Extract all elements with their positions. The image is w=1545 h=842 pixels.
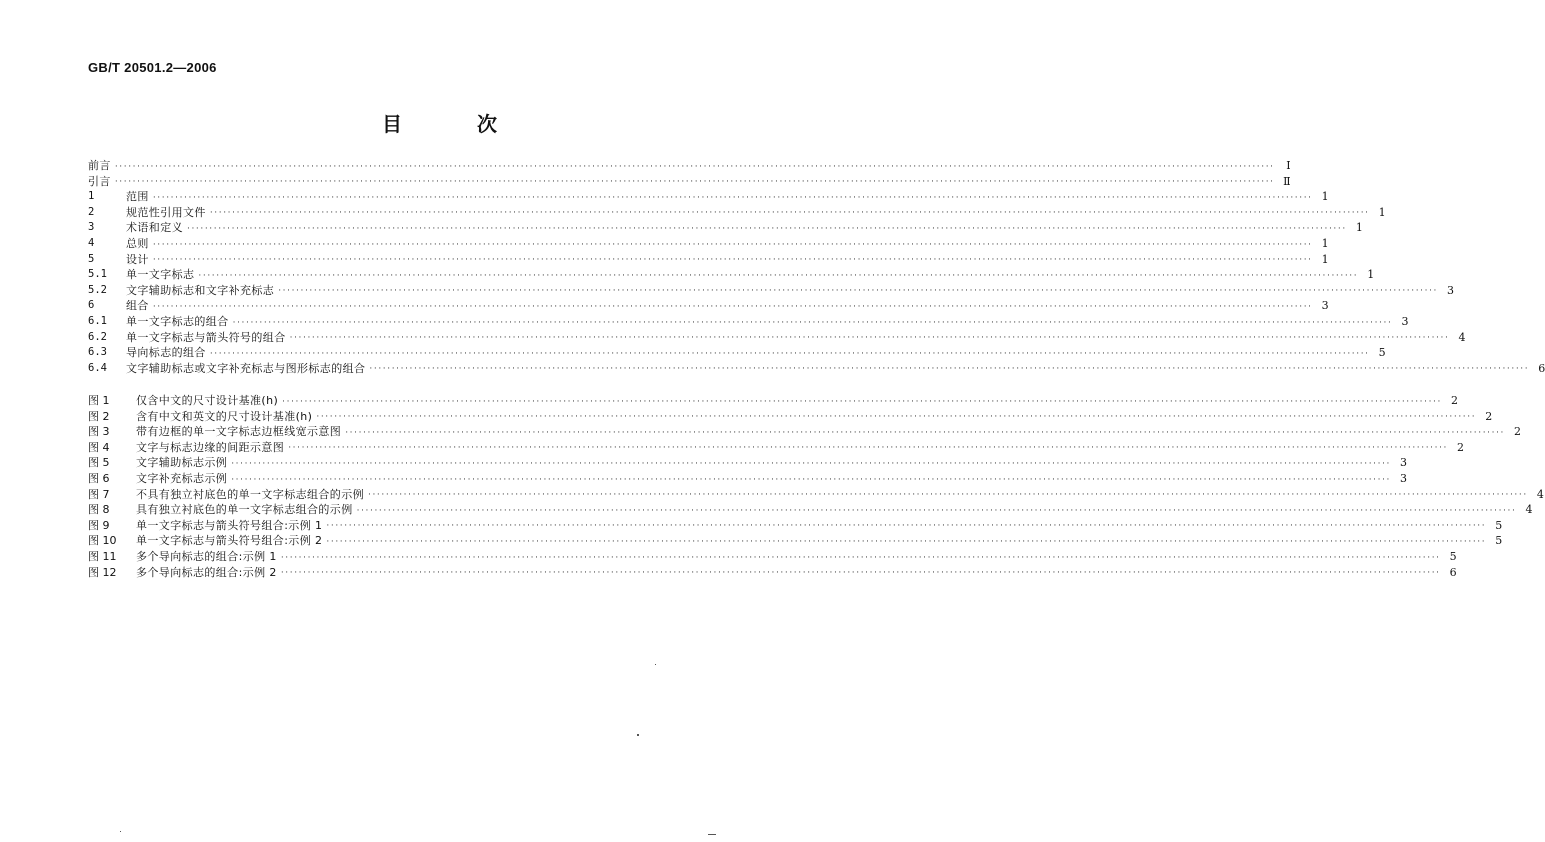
toc-entry-page: 1 (1367, 268, 1375, 282)
toc-entry-title: 单一文字标志的组合 (126, 314, 229, 328)
toc-entry (88, 440, 1465, 456)
toc-entry (88, 487, 1544, 503)
toc-entry-title: 文字辅助标志或文字补充标志与图形标志的组合 (126, 361, 366, 375)
toc-entry-title: 前言 (88, 159, 111, 172)
toc-entry (88, 393, 1458, 409)
toc-entry (88, 330, 1466, 346)
toc-entry-page: 4 (1458, 330, 1466, 344)
toc-entry (88, 409, 1493, 425)
toc-entry-title: 文字与标志边缘的间距示意图 (136, 440, 285, 454)
dot-leader: ···································································································································································································································································· (152, 192, 1313, 203)
toc-entry (88, 455, 1408, 471)
toc-entry-number: 图 6 (88, 471, 110, 485)
dot-leader: ···································································································································································································································································· (114, 177, 1275, 188)
toc-entry-title: 含有中文和英文的尺寸设计基准(h) (136, 409, 313, 423)
toc-entry-page: 3 (1401, 314, 1409, 328)
toc-entry-number: 图 9 (88, 518, 110, 532)
toc-entry (88, 502, 1533, 518)
dot-leader: ···································································································································································································································································· (369, 364, 1530, 375)
dot-leader: ···································································································································································································································································· (289, 333, 1450, 344)
dot-leader: ···································································································································································································································································· (288, 443, 1449, 454)
scan-speck (637, 734, 639, 736)
dot-leader: ···································································································································································································································································· (326, 521, 1487, 532)
dot-leader: ···································································································································································································································································· (198, 270, 1359, 281)
toc-entry-number: 5 (88, 252, 95, 265)
toc-sections-list (88, 158, 1545, 376)
toc-entry-page: 6 (1449, 565, 1457, 579)
toc-figures-list (88, 393, 1544, 580)
toc-entry (88, 549, 1457, 565)
toc-entry (88, 518, 1503, 534)
toc-entry-page: 1 (1321, 236, 1329, 250)
toc-entry-title: 文字补充标志示例 (136, 471, 228, 485)
toc-entry-page: 1 (1355, 221, 1363, 235)
standard-number: GB/T 20501.2—2006 (88, 60, 217, 75)
toc-entry (88, 471, 1408, 487)
toc-entry-number: 图 4 (88, 440, 110, 454)
toc-entry-page: 3 (1400, 456, 1408, 470)
scan-speck (655, 664, 656, 665)
toc-entry-page: Ⅰ (1286, 159, 1291, 172)
toc-entry-number: 图 1 (88, 394, 110, 407)
toc-entry-number: 图 10 (88, 534, 117, 548)
toc-entry-number: 图 2 (88, 409, 110, 423)
toc-entry-page: 5 (1495, 534, 1503, 548)
toc-entry (88, 220, 1363, 236)
dot-leader: ···································································································································································································································································· (209, 208, 1370, 219)
toc-entry-title: 文字辅助标志和文字补充标志 (126, 283, 275, 297)
toc-entry-title: 具有独立衬底色的单一文字标志组合的示例 (136, 503, 353, 517)
dot-leader: ···································································································································································································································································· (326, 536, 1487, 547)
toc-entry (88, 267, 1375, 283)
toc-entry (88, 283, 1455, 299)
toc-entry-number: 6.3 (88, 346, 107, 359)
dot-leader: ···································································································································································································································································· (187, 223, 1347, 234)
dot-leader: ···································································································································································································································································· (280, 568, 1441, 579)
toc-entry-page: 2 (1450, 394, 1458, 407)
toc-entry-number: 4 (88, 236, 95, 249)
toc-entry (88, 158, 1291, 174)
toc-entry-number: 1 (88, 190, 95, 203)
toc-entry-title: 多个导向标志的组合:示例 2 (136, 565, 277, 579)
toc-entry-page: Ⅱ (1283, 174, 1291, 188)
toc-entry (88, 314, 1409, 330)
dot-leader: ···································································································································································································································································· (280, 552, 1441, 563)
dot-leader: ···································································································································································································································································· (345, 427, 1506, 438)
dot-leader: ···································································································································································································································································· (278, 286, 1439, 297)
toc-entry-title: 单一文字标志与箭头符号的组合 (126, 330, 286, 344)
toc-entry (88, 236, 1329, 252)
toc-entry (88, 424, 1522, 440)
toc-entry-title: 引言 (88, 174, 111, 188)
toc-entry-number: 6.1 (88, 314, 107, 327)
toc-entry-page: 2 (1485, 409, 1493, 423)
page-title: 目 次 (382, 112, 531, 136)
toc-entry (88, 205, 1386, 221)
toc-entry (88, 345, 1386, 361)
toc-entry-title: 单一文字标志与箭头符号组合:示例 2 (136, 534, 323, 548)
toc-entry-page: 6 (1538, 361, 1545, 375)
toc-entry-title: 文字辅助标志示例 (136, 456, 228, 470)
toc-entry-number: 5.2 (88, 283, 107, 296)
toc-entry (88, 298, 1329, 314)
dot-leader: ···································································································································································································································································· (356, 505, 1517, 516)
toc-entry-page: 5 (1378, 346, 1386, 360)
dot-leader: ···································································································································································································································································· (152, 255, 1313, 266)
toc-entry-page: 1 (1378, 205, 1386, 219)
dot-leader: ···································································································································································································································································· (152, 239, 1313, 250)
toc-entry-page: 3 (1321, 299, 1329, 313)
dot-leader: ···································································································································································································································································· (282, 396, 1442, 407)
toc-entry-number: 6.4 (88, 361, 107, 374)
toc-entry-number: 图 12 (88, 565, 117, 579)
toc-entry-title: 不具有独立衬底色的单一文字标志组合的示例 (136, 487, 364, 501)
dot-leader: ···································································································································································································································································· (232, 317, 1393, 328)
toc-entry-number: 图 11 (88, 549, 117, 563)
toc-entry-number: 图 3 (88, 425, 110, 439)
dot-leader: ···································································································································································································································································· (368, 490, 1528, 501)
toc-entry-page: 4 (1525, 503, 1533, 517)
toc-entry-number: 2 (88, 205, 95, 218)
toc-entry (88, 565, 1457, 581)
scan-speck (708, 834, 716, 835)
toc-entry-number: 3 (88, 221, 95, 234)
toc-entry-number: 图 8 (88, 503, 110, 517)
toc-entry-title: 范围 (126, 190, 149, 204)
toc-entry-number: 5.1 (88, 268, 107, 281)
toc-entry (88, 361, 1545, 377)
toc-entry-title: 导向标志的组合 (126, 346, 206, 360)
toc-entry-title: 多个导向标志的组合:示例 1 (136, 549, 277, 563)
toc-entry-page: 3 (1400, 471, 1408, 485)
toc-entry-title: 术语和定义 (126, 221, 183, 235)
toc-entry-page: 5 (1495, 518, 1503, 532)
toc-entry (88, 174, 1291, 190)
toc-entry (88, 189, 1329, 205)
toc-entry-title: 设计 (126, 252, 149, 266)
toc-entry (88, 533, 1503, 549)
toc-entry-title: 单一文字标志与箭头符号组合:示例 1 (136, 518, 323, 532)
toc-entry-title: 总则 (126, 236, 149, 250)
toc-entry-page: 4 (1536, 487, 1544, 501)
toc-entry-title: 带有边框的单一文字标志边框线宽示意图 (136, 425, 342, 439)
dot-leader: ···································································································································································································································································· (231, 474, 1392, 485)
toc-entry-number: 图 5 (88, 456, 110, 470)
dot-leader: ···································································································································································································································································· (231, 458, 1392, 469)
dot-leader: ···································································································································································································································································· (316, 412, 1477, 423)
toc-entry-page: 1 (1321, 190, 1329, 204)
toc-entry-page: 5 (1449, 549, 1457, 563)
toc-entry-title: 组合 (126, 299, 149, 313)
dot-leader: ···································································································································································································································································· (209, 348, 1370, 359)
toc-entry-number: 6 (88, 299, 95, 312)
toc-entry-page: 2 (1514, 425, 1522, 439)
toc-entry-page: 3 (1447, 283, 1455, 297)
toc-entry-title: 仅含中文的尺寸设计基准(h) (136, 394, 279, 407)
toc-entry-page: 1 (1321, 252, 1329, 266)
dot-leader: ···································································································································································································································································· (114, 161, 1275, 172)
toc-entry-title: 规范性引用文件 (126, 205, 206, 219)
toc-entry (88, 252, 1329, 268)
toc-entry-title: 单一文字标志 (126, 268, 195, 282)
toc-entry-page: 2 (1457, 440, 1465, 454)
dot-leader: ···································································································································································································································································· (152, 301, 1313, 312)
scan-speck (120, 831, 121, 832)
toc-entry-number: 6.2 (88, 330, 107, 343)
toc-entry-number: 图 7 (88, 487, 110, 501)
